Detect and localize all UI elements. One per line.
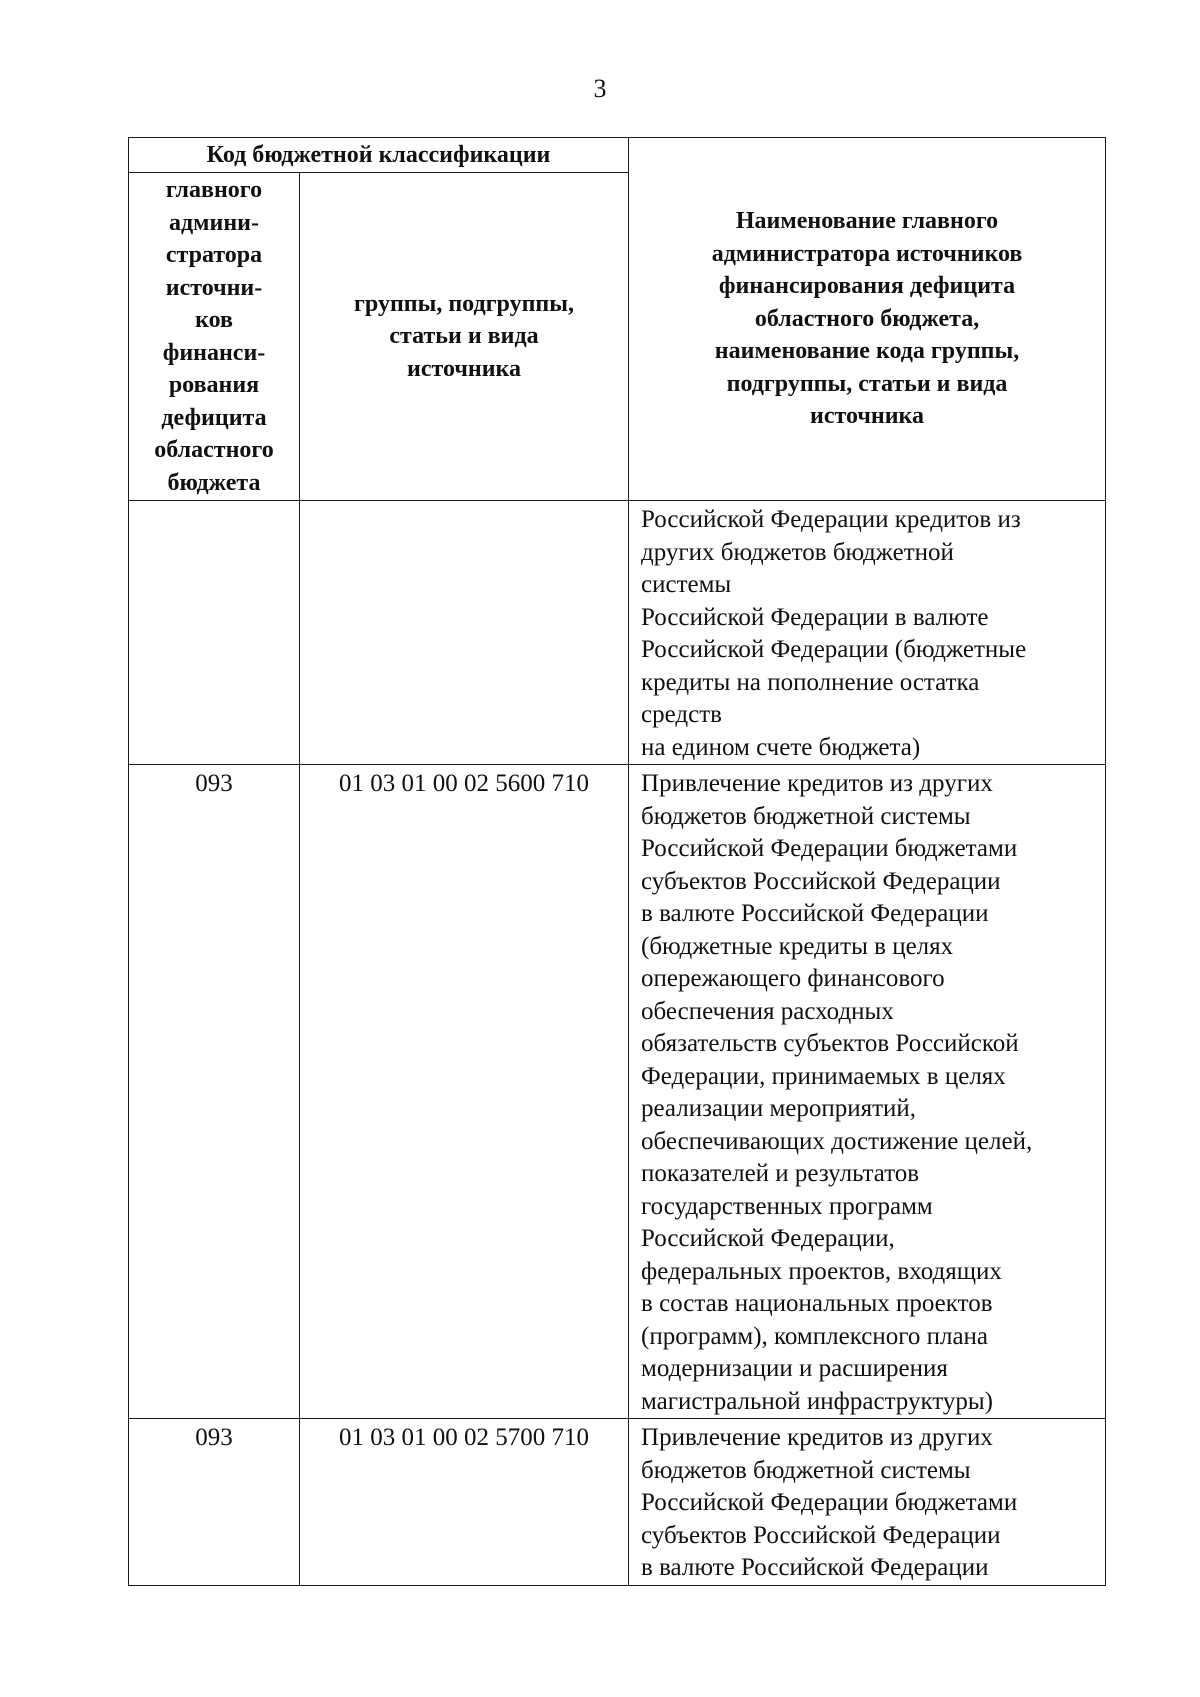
name-line: Российской Федерации бюджетами <box>641 1489 1018 1516</box>
name-line: государственных программ <box>641 1192 933 1220</box>
header-admin-line: бюджета <box>167 469 261 496</box>
name-line: модернизации и расширения <box>641 1355 948 1382</box>
name-line: субъектов Российской Федерации <box>641 867 1001 895</box>
name-line: федеральных проектов, входящих <box>641 1257 1002 1285</box>
header-source-line: источника <box>407 355 521 382</box>
name-cell <box>629 501 1106 765</box>
name-line: (программ), комплексного плана <box>641 1322 989 1350</box>
admin-code-cell <box>129 501 300 765</box>
admin-code-cell: 093 <box>129 765 300 1419</box>
header-name-column <box>629 138 1106 501</box>
header-admin-line: источни- <box>165 274 263 301</box>
source-code-cell: 01 03 01 00 02 5600 710 <box>300 765 629 1419</box>
name-line: Российской Федерации в валюте <box>641 603 989 631</box>
budget-classification-table <box>128 137 1106 1586</box>
name-line: магистральной инфраструктуры) <box>641 1387 994 1415</box>
header-source-line: группы, подгруппы, <box>354 290 574 317</box>
source-code-cell <box>300 501 629 765</box>
header-admin-line: рования <box>168 372 260 398</box>
name-cell <box>629 765 1106 1419</box>
header-admin-line: областного <box>154 437 274 463</box>
name-line: Российской Федерации бюджетами <box>641 835 1018 862</box>
name-line: системы <box>641 571 732 598</box>
header-admin-line: главного <box>165 177 263 203</box>
name-line: кредиты на пополнение остатка <box>641 668 980 696</box>
name-line: бюджетов бюджетной системы <box>641 1456 971 1484</box>
name-line: в валюте Российской Федерации <box>641 1554 989 1581</box>
name-line: субъектов Российской Федерации <box>641 1521 1001 1549</box>
header-name-line: областного бюджета, <box>754 305 980 332</box>
name-line: Российской Федерации (бюджетные <box>641 636 1027 663</box>
name-line: в валюте Российской Федерации <box>641 900 989 927</box>
name-line: (бюджетные кредиты в целях <box>641 932 954 960</box>
header-name-line: финансирования дефицита <box>718 273 1016 300</box>
header-name-line: источника <box>810 403 925 430</box>
header-source-line: статьи и вида <box>389 323 539 350</box>
name-line: других бюджетов бюджетной <box>641 538 954 566</box>
name-line: опережающего финансового <box>641 965 945 992</box>
header-name-line: администратора источников <box>711 240 1023 267</box>
header-name-line: наименование кода группы, <box>714 338 1020 365</box>
header-admin-line: стратора <box>165 242 263 268</box>
name-cell <box>629 1419 1106 1586</box>
header-admin-line: финанси- <box>162 339 266 366</box>
page-number: 3 <box>593 74 607 103</box>
name-line: Российской Федерации, <box>641 1225 895 1252</box>
admin-code-cell: 093 <box>129 1419 300 1586</box>
header-admin-line: дефицита <box>161 404 267 431</box>
header-group-title: Код бюджетной классификации <box>129 138 629 173</box>
name-line: в состав национальных проектов <box>641 1290 993 1317</box>
source-code-cell: 01 03 01 00 02 5700 710 <box>300 1419 629 1586</box>
header-name-line: Наименование главного <box>735 208 999 235</box>
name-line: средств <box>641 701 722 728</box>
name-line: бюджетов бюджетной системы <box>641 802 971 830</box>
name-line: на едином счете бюджета) <box>641 733 921 761</box>
name-line: обеспечения расходных <box>641 997 894 1025</box>
header-admin-line: ков <box>195 307 233 333</box>
table-row <box>129 765 1106 1419</box>
header-source-column <box>300 173 629 501</box>
name-line: показателей и результатов <box>641 1160 920 1187</box>
name-line: реализации мероприятий, <box>641 1095 917 1122</box>
header-admin-line: админи- <box>169 209 259 236</box>
name-line: Российской Федерации кредитов из <box>641 506 1021 533</box>
name-line: обеспечивающих достижение целей, <box>641 1127 1033 1155</box>
table-row <box>129 501 1106 765</box>
name-line: Привлечение кредитов из других <box>641 1424 993 1451</box>
name-line: обязательств субъектов Российской <box>641 1030 1019 1057</box>
name-line: Федерации, принимаемых в целях <box>641 1062 1006 1090</box>
header-admin-column <box>129 173 300 501</box>
header-row-top <box>129 138 1106 173</box>
table-row <box>129 1419 1106 1586</box>
name-line: Привлечение кредитов из других <box>641 770 993 797</box>
header-name-line: подгруппы, статьи и вида <box>726 370 1008 397</box>
